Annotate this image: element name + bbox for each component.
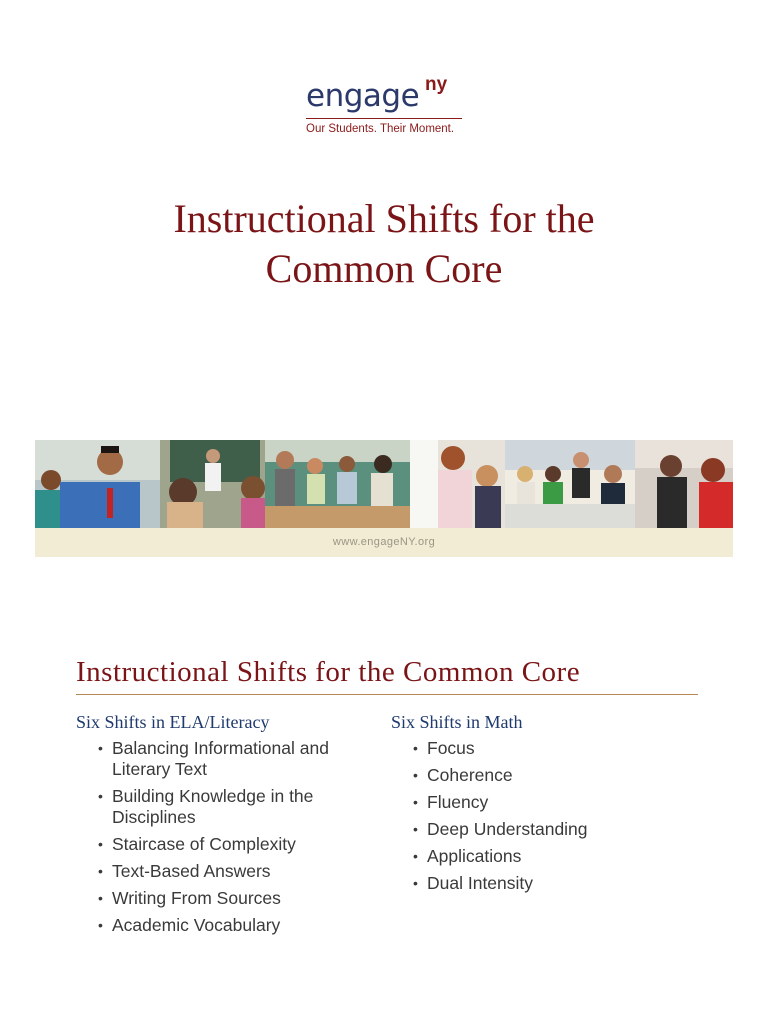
list-item: • Applications [413,846,522,866]
list-item: • Focus [413,738,475,758]
list-item: • Text-Based Answers [98,861,271,881]
logo-word: engage [306,78,420,114]
bullet-icon: • [413,848,418,864]
ela-shifts-list [76,738,376,936]
math-shifts-column [391,710,691,900]
list-item: • Writing From Sources [98,888,281,908]
list-item: • Coherence [413,765,513,785]
title-divider [76,694,698,695]
bullet-icon: • [98,863,103,879]
ela-heading: Six Shifts in ELA/Literacy [76,712,270,732]
slide-title [0,194,768,294]
bullet-icon: • [413,875,418,891]
list-item: • Staircase of Complexity [98,834,296,854]
classroom-photo-collage [35,440,733,528]
logo-superscript: ny [425,74,448,95]
list-item: • Building Knowledge in the Disciplines [98,786,314,827]
math-shifts-list [391,738,691,894]
slide-title-line-1: Instructional Shifts for the [173,196,595,241]
bullet-icon: • [413,821,418,837]
list-item: • Academic Vocabulary [98,915,281,935]
engageny-logo [306,74,466,140]
bullet-icon: • [98,836,103,852]
bullet-icon: • [98,788,103,804]
bullet-icon: • [98,890,103,906]
list-item: • Balancing Informational and Literary Text [98,738,329,779]
math-heading: Six Shifts in Math [391,712,523,732]
logo-tagline: Our Students. Their Moment. [306,123,455,135]
classroom-photo-strip [35,440,733,528]
list-item: • Deep Understanding [413,819,588,839]
slide-2-title: Instructional Shifts for the Common Core [76,656,581,688]
bullet-icon: • [413,794,418,810]
bullet-icon: • [98,740,103,756]
bullet-icon: • [413,740,418,756]
ela-shifts-column [76,710,376,942]
slide-title-line-2: Common Core [265,246,503,291]
list-item: • Dual Intensity [413,873,534,893]
website-url: www.engageNY.org [35,528,733,557]
bullet-icon: • [98,917,103,933]
bullet-icon: • [413,767,418,783]
list-item: • Fluency [413,792,489,812]
logo-rule [306,118,462,119]
